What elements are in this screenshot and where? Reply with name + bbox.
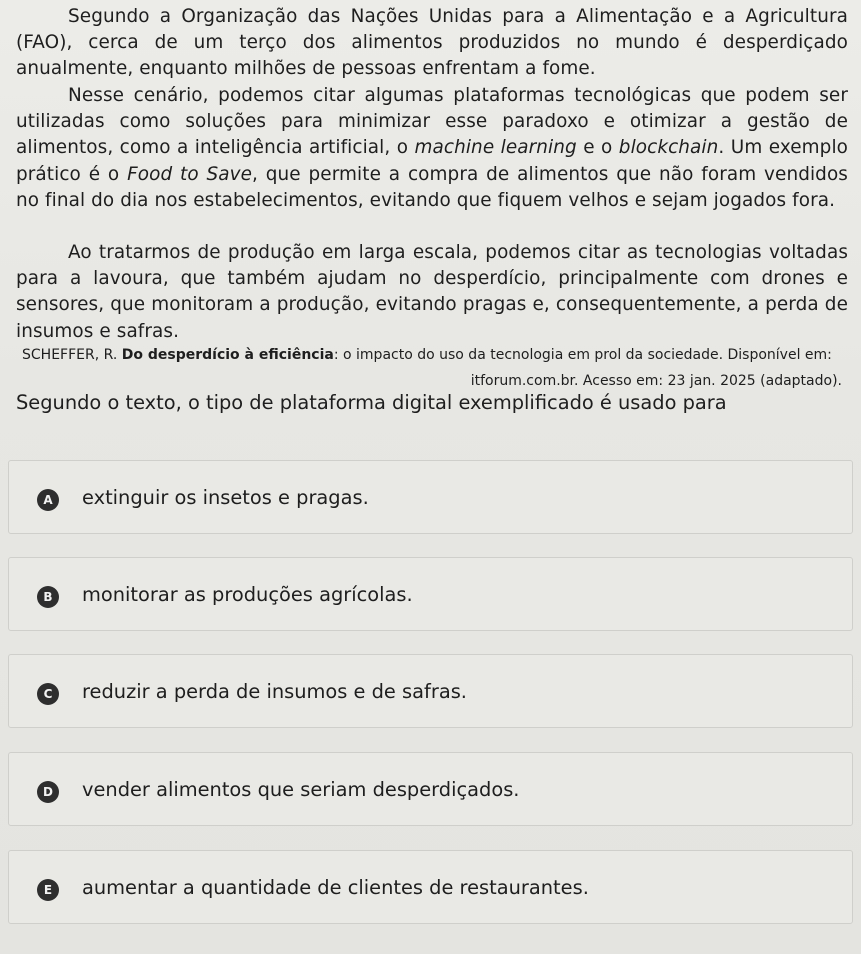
option-text: vender alimentos que seriam desperdiçados.: [82, 778, 520, 801]
italic-term-blockchain: blockchain: [618, 137, 719, 159]
reference-subtitle: : o impacto do uso da tecnologia em prol da sociedade. Disponível em:: [333, 347, 832, 363]
reference-source: itforum.com.br. Acesso em: 23 jan. 2025 (adaptado).: [470, 373, 842, 389]
option-letter-badge: C: [37, 683, 59, 705]
italic-term-food-to-save: Food to Save: [127, 163, 253, 185]
paragraph-text: [16, 83, 848, 214]
option-letter-badge: D: [37, 781, 59, 803]
option-b[interactable]: [8, 557, 853, 631]
option-text: monitorar as produções agrícolas.: [82, 583, 413, 606]
reference-citation: [22, 342, 842, 394]
paragraph-text: Ao tratarmos de produção em larga escala, podemos citar as tecnologias voltadas para a lavoura, que também ajudam no desperdício, principalmente com drones e sensores, que monitoram a produção, evitando pragas e, consequentemente, a perda de insumos e safras.: [16, 242, 848, 342]
text-run: e o: [576, 137, 619, 159]
option-c[interactable]: [8, 654, 853, 728]
option-a[interactable]: [8, 460, 853, 534]
option-text: extinguir os insetos e pragas.: [82, 486, 369, 509]
reference-author: SCHEFFER, R.: [22, 347, 122, 363]
question-stem: Segundo o texto, o tipo de plataforma digital exemplificado é usado para: [16, 391, 727, 414]
option-letter-badge: B: [37, 586, 59, 608]
reference-title: Do desperdício à eficiência: [121, 347, 334, 363]
option-letter-badge: A: [37, 489, 59, 511]
paragraph-text: Segundo a Organização das Nações Unidas para a Alimentação e a Agricultura (FAO), cerca de um terço dos alimentos produzidos no mundo é desperdiçado anualmente, enquanto milhões de pessoas enfrentam a fome.: [16, 6, 848, 80]
text-run: , que permite a compra de alimentos que não foram vendidos no final do dia nos estabelecimentos, evitando que fiquem velhos e sejam jogados fora.: [16, 163, 848, 211]
passage-paragraph-1: [16, 4, 848, 83]
passage-paragraph-2: [16, 83, 848, 214]
option-d[interactable]: [8, 752, 853, 826]
reference-line-1: [22, 342, 842, 368]
option-e[interactable]: [8, 850, 853, 924]
text-run: . Um exemplo prático é o: [16, 137, 849, 185]
text-run: Nesse cenário, podemos citar algumas plataformas tecnológicas que podem ser utilizadas como soluções para minimizar esse paradoxo e otimizar a gestão de alimentos, como a inteligência artificial, o: [16, 85, 848, 159]
option-text: reduzir a perda de insumos e de safras.: [82, 680, 467, 703]
italic-term-machine-learning: machine learning: [414, 137, 577, 159]
passage-paragraph-3: [16, 240, 848, 345]
option-text: aumentar a quantidade de clientes de restaurantes.: [82, 876, 589, 899]
option-letter-badge: E: [37, 879, 59, 901]
